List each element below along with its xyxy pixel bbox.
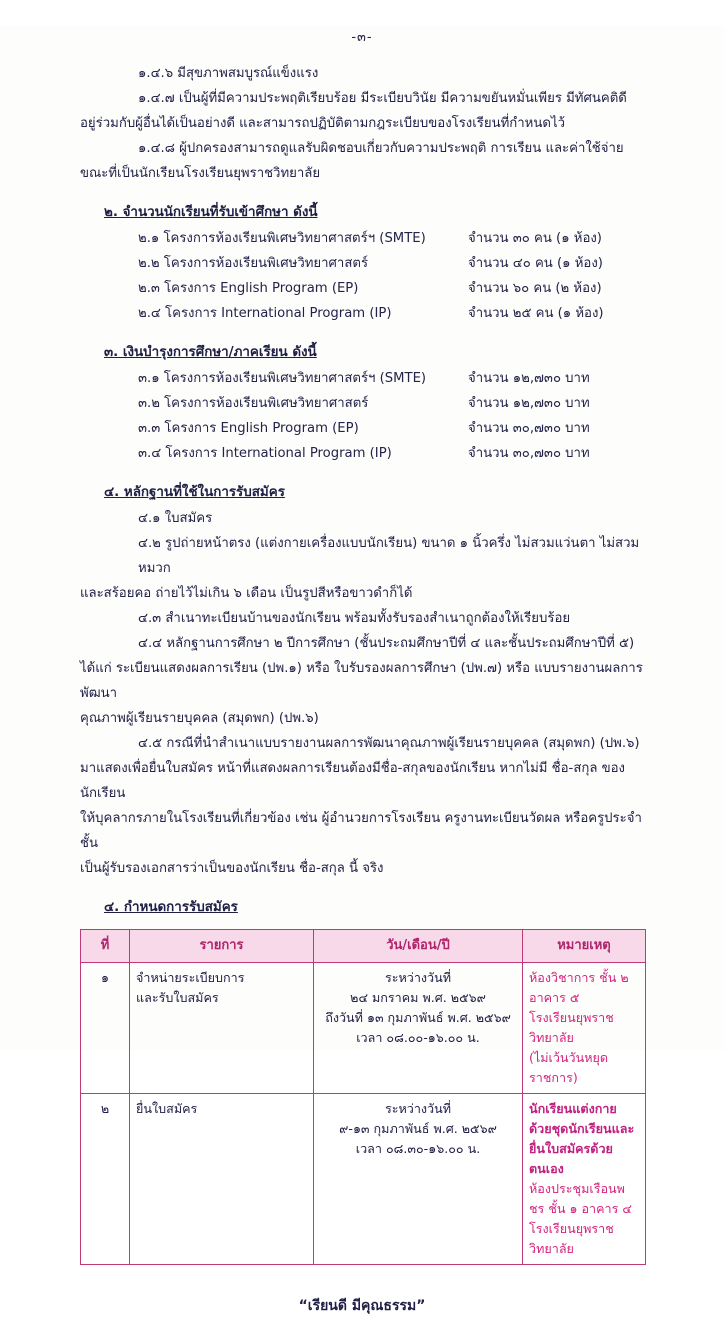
row-note-line: (ไม่เว้นวันหยุดราชการ) (529, 1050, 609, 1085)
section-tuition-fees (80, 340, 646, 466)
row-date (314, 1094, 523, 1265)
section-heading: ๒. จำนวนนักเรียนที่รับเข้าศึกษา ดังนี้ (104, 205, 318, 220)
list-item: คุณภาพผู้เรียนรายบุคคล (สมุดพก) (ปพ.๖) (80, 711, 319, 726)
table-row (81, 1094, 646, 1265)
table-header-row (81, 930, 646, 963)
column-header-item: รายการ (130, 930, 314, 963)
list-item: และสร้อยคอ ถ่ายไว้ไม่เกิน ๖ เดือน เป็นรูปสีหรือขาวดำก็ได้ (80, 586, 413, 601)
list-item: มาแสดงเพื่อยื่นใบสมัคร หน้าที่แสดงผลการเรียนต้องมีชื่อ-สกุลของนักเรียน หากไม่มี ชื่อ-สกุล ของนักเรียน (80, 761, 625, 801)
program-label: ๒.๒ โครงการห้องเรียนพิเศษวิทยาศาสตร์ (138, 256, 369, 271)
list-item: อยู่ร่วมกับผู้อื่นได้เป็นอย่างดี และสามารถปฏิบัติตามกฎระเบียบของโรงเรียนที่กำหนดไว้ (80, 116, 565, 131)
list-item: ๔.๔ หลักฐานการศึกษา ๒ ปีการศึกษา (ชั้นประถมศึกษาปีที่ ๔ และชั้นประถมศึกษาปีที่ ๕) (138, 636, 635, 651)
list-item: ๔.๒ รูปถ่ายหน้าตรง (แต่งกายเครื่องแบบนักเรียน) ขนาด ๑ นิ้วครึ่ง ไม่สวมแว่นตา ไม่สวมหมวก (138, 536, 640, 576)
program-label: ๓.๓ โครงการ English Program (EP) (138, 421, 359, 436)
list-item: ๑.๔.๗ เป็นผู้ที่มีความประพฤติเรียบร้อย มีระเบียบวินัย มีความขยันหมั่นเพียร มีทัศนคติดี (138, 91, 627, 106)
fee-value: จำนวน ๑๒,๗๓๐ บาท (468, 371, 590, 386)
section-required-documents (80, 480, 646, 881)
list-item: เป็นผู้รับรองเอกสารว่าเป็นของนักเรียน ชื่อ-สกุล นี้ จริง (80, 861, 384, 876)
row-no: ๑ (81, 963, 130, 1094)
program-label: ๒.๑ โครงการห้องเรียนพิเศษวิทยาศาสตร์ฯ (SMTE) (138, 231, 426, 246)
row-item (130, 1094, 314, 1265)
row-date-line: ๒๔ มกราคม พ.ศ. ๒๕๖๙ (350, 990, 486, 1005)
row-item-line: จำหน่ายระเบียบการ (136, 970, 245, 985)
row-item (130, 963, 314, 1094)
table-row (80, 441, 646, 466)
schedule-table (80, 929, 646, 1265)
list-item: ๔.๓ สำเนาทะเบียนบ้านของนักเรียน พร้อมทั้งรับรองสำเนาถูกต้องให้เรียบร้อย (138, 611, 571, 626)
section-heading: ๓. เงินบำรุงการศึกษา/ภาคเรียน ดังนี้ (104, 345, 317, 360)
column-header-date: วัน/เดือน/ปี (314, 930, 523, 963)
row-date-line: ๙-๑๓ กุมภาพันธ์ พ.ศ. ๒๕๖๙ (339, 1121, 497, 1136)
column-header-no: ที่ (81, 930, 130, 963)
row-no: ๒ (81, 1094, 130, 1265)
list-item: ได้แก่ ระเบียนแสดงผลการเรียน (ปพ.๑) หรือ ใบรับรองผลการศึกษา (ปพ.๗) หรือ แบบรายงานผลการพัฒนา (80, 661, 643, 701)
program-value: จำนวน ๓๐ คน (๑ ห้อง) (468, 231, 602, 246)
row-note-line: ยื่นใบสมัครด้วยตนเอง (529, 1141, 613, 1176)
row-date-line: ระหว่างวันที่ (384, 970, 452, 985)
section-schedule (80, 895, 646, 921)
program-label: ๒.๓ โครงการ English Program (EP) (138, 281, 359, 296)
program-label: ๒.๔ โครงการ International Program (IP) (138, 306, 392, 321)
row-note-line: ห้องประชุมเรือนพชร ชั้น ๑ อาคาร ๔ (529, 1181, 632, 1216)
table-row (80, 226, 646, 251)
program-value: จำนวน ๔๐ คน (๑ ห้อง) (468, 256, 603, 271)
list-item: ๔.๑ ใบสมัคร (138, 511, 213, 526)
table-row (80, 276, 646, 301)
footer-motto: “เรียนดี มีคุณธรรม” (298, 1298, 426, 1314)
table-row (81, 963, 646, 1094)
document-body (0, 47, 724, 921)
list-item: ๑.๔.๘ ผู้ปกครองสามารถดูแลรับผิดชอบเกี่ยวกับความประพฤติ การเรียน และค่าใช้จ่าย (138, 141, 624, 156)
list-item: ขณะที่เป็นนักเรียนโรงเรียนยุพราชวิทยาลัย (80, 166, 321, 181)
program-label: ๓.๑ โครงการห้องเรียนพิเศษวิทยาศาสตร์ฯ (SMTE) (138, 371, 427, 386)
row-note-line: ห้องวิชาการ ชั้น ๒ อาคาร ๕ (529, 970, 629, 1005)
program-value: จำนวน ๒๕ คน (๑ ห้อง) (468, 306, 604, 321)
program-label: ๓.๒ โครงการห้องเรียนพิเศษวิทยาศาสตร์ (138, 396, 369, 411)
fee-value: จำนวน ๓๐,๗๓๐ บาท (468, 446, 590, 461)
qualifications-block (80, 61, 646, 186)
row-date-line: เวลา ๐๘.๓๐-๑๖.๐๐ น. (355, 1141, 481, 1156)
table-row (80, 416, 646, 441)
row-note-line: โรงเรียนยุพราชวิทยาลัย (529, 1010, 614, 1045)
list-item: ๑.๔.๖ มีสุขภาพสมบูรณ์แข็งแรง (138, 66, 319, 81)
program-label: ๓.๔ โครงการ International Program (IP) (138, 446, 392, 461)
fee-value: จำนวน ๓๐,๗๓๐ บาท (468, 421, 590, 436)
column-header-note: หมายเหตุ (523, 930, 646, 963)
list-item: ๔.๕ กรณีที่นำสำเนาแบบรายงานผลการพัฒนาคุณภาพผู้เรียนรายบุคคล (สมุดพก) (ปพ.๖) (138, 736, 640, 751)
row-note-line: นักเรียนแต่งกายด้วยชุดนักเรียนและ (529, 1101, 635, 1136)
fee-value: จำนวน ๑๒,๗๓๐ บาท (468, 396, 590, 411)
row-item-line: ยื่นใบสมัคร (136, 1101, 198, 1116)
row-note (523, 1094, 646, 1265)
row-date (314, 963, 523, 1094)
document-page (0, 26, 724, 1314)
program-value: จำนวน ๖๐ คน (๒ ห้อง) (468, 281, 602, 296)
page-number: -๓- (351, 30, 373, 45)
table-row (80, 366, 646, 391)
row-date-line: ระหว่างวันที่ (384, 1101, 452, 1116)
section-heading: ๔. กำหนดการรับสมัคร (104, 900, 238, 915)
row-item-line: และรับใบสมัคร (136, 990, 219, 1005)
section-enrollment-count (80, 200, 646, 326)
row-date-line: ถึงวันที่ ๑๓ กุมภาพันธ์ พ.ศ. ๒๕๖๙ (325, 1010, 511, 1025)
row-note (523, 963, 646, 1094)
row-note-line: โรงเรียนยุพราชวิทยาลัย (529, 1221, 614, 1256)
row-date-line: เวลา ๐๘.๐๐-๑๖.๐๐ น. (356, 1030, 480, 1045)
table-row (80, 251, 646, 276)
section-heading: ๔. หลักฐานที่ใช้ในการรับสมัคร (104, 485, 285, 500)
table-row (80, 391, 646, 416)
schedule-table-wrapper (0, 929, 724, 1265)
table-row (80, 301, 646, 326)
list-item: ให้บุคลากรภายในโรงเรียนที่เกี่ยวข้อง เช่น ผู้อำนวยการโรงเรียน ครูงานทะเบียนวัดผล หรือครูประจำชั้น (80, 811, 642, 851)
